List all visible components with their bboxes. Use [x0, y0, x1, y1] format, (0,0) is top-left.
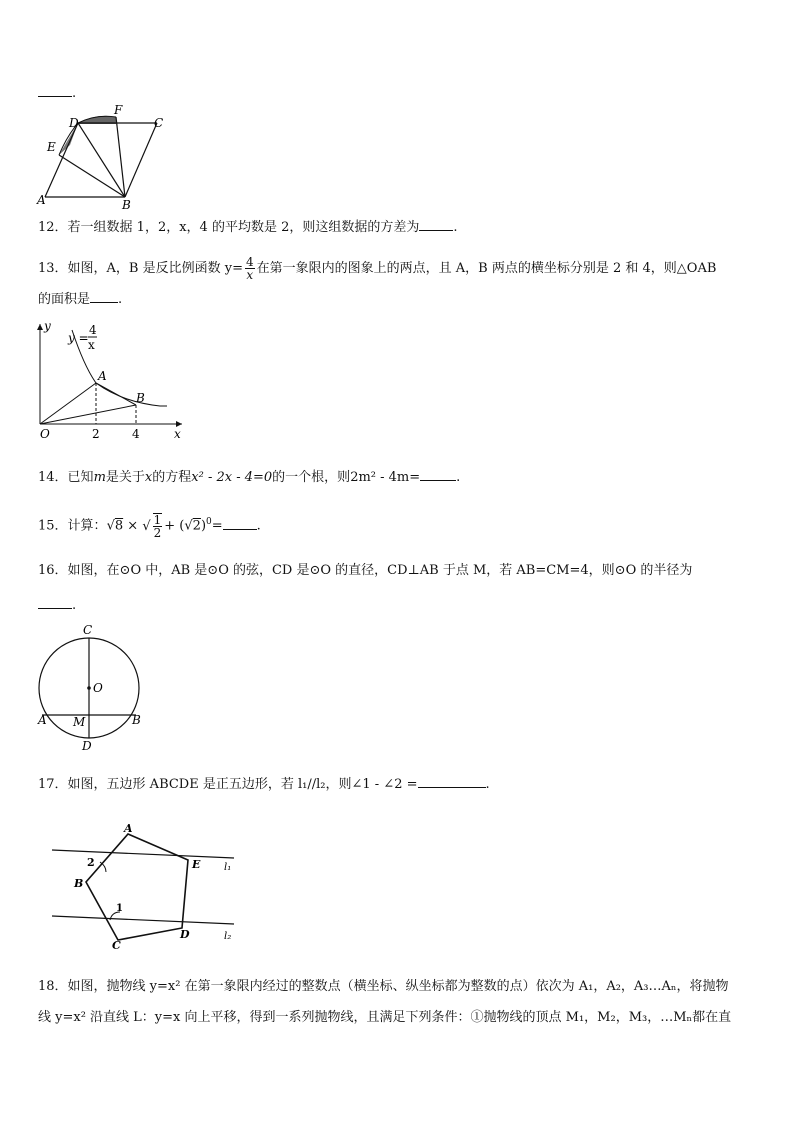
label-B: B [122, 198, 131, 212]
side-cb [125, 123, 157, 197]
label-D: D [180, 928, 190, 941]
label-l1: l₁ [224, 862, 232, 873]
label-C: C [154, 116, 164, 130]
question-13-line2: 的面积是 . [38, 292, 123, 307]
label-E: E [192, 858, 201, 871]
point-label-B: B [136, 391, 145, 405]
y-axis-label: y [44, 319, 51, 333]
line-l2 [52, 916, 234, 924]
q13-figure [32, 318, 192, 444]
angle-1-label: 1 [116, 903, 123, 914]
side-ad [45, 123, 78, 197]
x-axis-label: x [174, 427, 181, 441]
answer-blank [420, 468, 456, 481]
label-A: A [37, 193, 46, 207]
answer-blank [419, 218, 453, 231]
answer-blank [418, 775, 486, 788]
y-axis-arrow [37, 324, 43, 330]
q11-answer-fragment: . [38, 84, 76, 103]
label-O: O [93, 681, 103, 695]
question-17: 17．如图，五边形 ABCDE 是正五边形，若 l₁//l₂，则∠1 - ∠2 = . [38, 777, 490, 792]
segment-eb [59, 155, 125, 197]
fraction-4-over-x: $\frac{4}{x}$ [246, 255, 254, 282]
answer-blank [223, 517, 257, 530]
equation-lhs: y = [68, 331, 89, 345]
label-l2: l₂ [224, 931, 232, 942]
question-16-line2: . [38, 596, 76, 615]
answer-blank [90, 290, 118, 303]
tick-label-4: 4 [132, 427, 140, 441]
question-16: 16．如图，在⊙O 中，AB 是⊙O 的弦，CD 是⊙O 的直径，CD⊥AB 于点 M，若 AB=CM=4，则⊙O 的半径为 [38, 563, 693, 578]
equation-den: x [88, 338, 95, 352]
q11-figure [34, 103, 174, 213]
equation-num: 4 [89, 323, 97, 337]
pentagon-abcde [86, 834, 188, 940]
label-M: M [73, 715, 86, 729]
sqrt-half: √ $\frac{1}{2}$ [142, 513, 162, 540]
label-F: F [114, 103, 123, 117]
angle-2-label: 2 [87, 856, 95, 869]
label-B: B [132, 713, 141, 727]
sqrt-8: √8 [106, 518, 124, 534]
tick-label-2: 2 [92, 427, 100, 441]
q16-figure [32, 620, 152, 755]
answer-blank [38, 84, 72, 97]
question-12: 12．若一组数据 1，2，x，4 的平均数是 2，则这组数据的方差为 . [38, 220, 458, 235]
label-C: C [83, 623, 93, 637]
line-l1 [52, 850, 234, 858]
label-C: C [112, 939, 121, 952]
answer-blank [38, 596, 72, 609]
question-13: 13．如图，A，B 是反比例函数 y= $\frac{4}{x}$ 在第一象限内的图象上的两点，且 A，B 两点的横坐标分别是 2 和 4，则△OAB [38, 255, 717, 282]
question-18: 18．如图，抛物线 y=x² 在第一象限内经过的整数点（横坐标、纵坐标都为整数的点）依次为 A₁，A₂，A₃…Aₙ，将抛物 [38, 979, 729, 994]
origin-label: O [40, 427, 50, 441]
sqrt-2: √2 [184, 518, 201, 534]
question-15: 15．计算：√8 × √ $\frac{1}{2}$ + $(√2)^0=$ . [38, 513, 261, 540]
question-18-line2: 线 y=x² 沿直线 L：y=x 向上平移，得到一系列抛物线，且满足下列条件：①抛物线的顶点 M₁，M₂，M₃，…Mₙ都在直 [38, 1010, 732, 1025]
label-B: B [74, 877, 84, 890]
label-E: E [47, 140, 56, 154]
label-D: D [69, 116, 79, 130]
center-point [87, 686, 91, 690]
q17-figure [48, 820, 248, 952]
label-A: A [38, 713, 47, 727]
segment-ob [40, 405, 136, 424]
segment-ab [96, 383, 136, 405]
label-D: D [82, 739, 92, 753]
point-label-A: A [98, 369, 107, 383]
question-14: 14．已知m是关于x的方程x² - 2x - 4=0的一个根，则2m² - 4m= . [38, 470, 461, 485]
label-A: A [124, 822, 133, 835]
segment-oa [40, 383, 96, 424]
